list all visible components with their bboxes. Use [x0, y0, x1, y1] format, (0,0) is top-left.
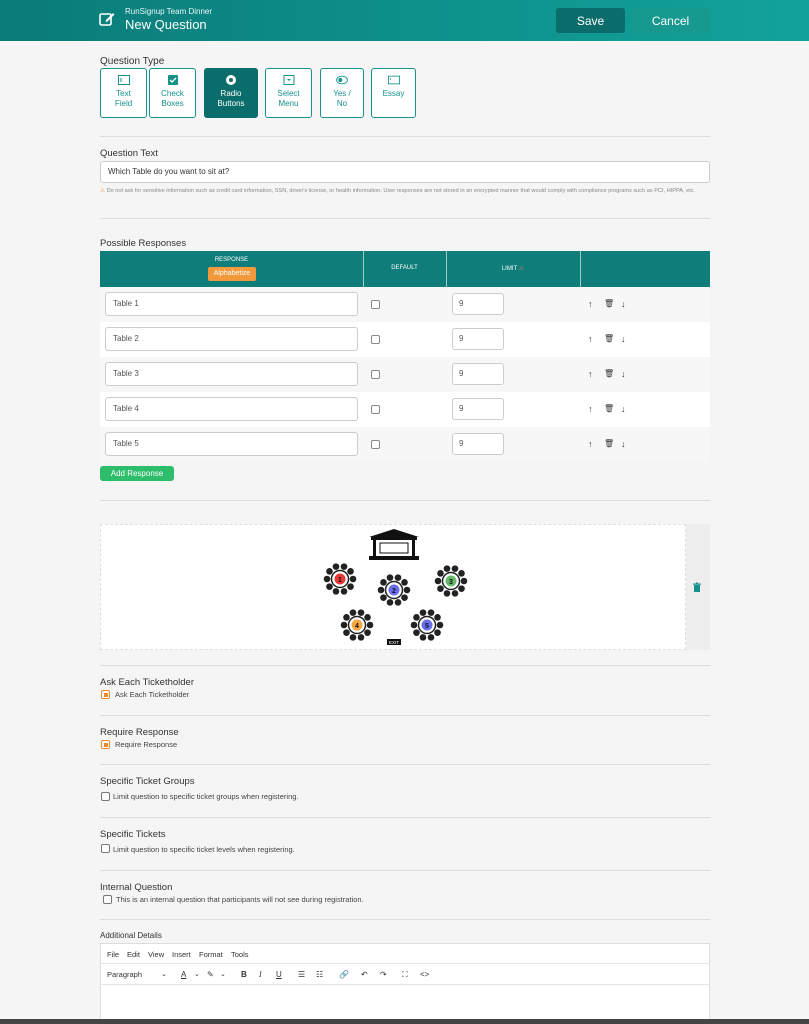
chair	[324, 576, 331, 583]
divider	[100, 817, 710, 818]
qtype-essay-button[interactable]	[371, 68, 416, 118]
checkbox-icon	[167, 75, 179, 85]
menu-edit[interactable]: Edit	[127, 950, 140, 959]
divider	[100, 919, 710, 920]
menu-format[interactable]: Format	[199, 950, 223, 959]
col-limit	[446, 251, 580, 287]
chair	[358, 609, 365, 616]
table-1	[324, 563, 357, 594]
internal-title: Internal Question	[100, 882, 173, 893]
possible-responses-label: Possible Responses	[100, 238, 187, 249]
chair	[341, 563, 348, 570]
table-number: 4	[355, 622, 359, 630]
chair	[326, 583, 333, 590]
chair	[428, 634, 435, 641]
chair	[380, 594, 387, 601]
ticket-groups-label: Limit question to specific ticket groups when registering.	[113, 792, 299, 801]
table-5	[411, 609, 444, 640]
chair	[437, 622, 444, 629]
chair	[387, 574, 394, 581]
divider	[100, 870, 710, 871]
chair	[452, 590, 459, 597]
event-name: RunSignup Team Dinner	[125, 7, 213, 16]
chair	[437, 585, 444, 592]
chair	[364, 629, 371, 636]
select-menu-icon	[283, 75, 295, 85]
require-response-label: Require Response	[115, 740, 178, 749]
chair	[401, 594, 408, 601]
response-input[interactable]: Table 3	[105, 362, 358, 386]
ticket-groups-title: Specific Ticket Groups	[100, 776, 195, 787]
table-4	[341, 609, 374, 640]
warning-text: Do not ask for sensitive information such as credit card information, SSN, driver's license, or health information. User responses are not stored in an encrypted manner that would comply with compliance programs such as PCI, HIPPA, etc.	[106, 188, 696, 194]
chair	[341, 588, 348, 595]
response-input[interactable]: Table 1	[105, 292, 358, 316]
qtype-label-2: Field	[114, 99, 133, 108]
essay-icon	[388, 75, 400, 85]
table-number: 5	[425, 622, 429, 630]
chair	[347, 568, 354, 575]
chair	[364, 614, 371, 621]
col-limit-label: LIMIT	[501, 266, 518, 272]
qtype-yes-no-button[interactable]	[320, 68, 364, 118]
require-response-checkbox[interactable]	[101, 740, 110, 749]
tickets-label: Limit question to specific ticket levels when registering.	[113, 845, 295, 854]
internal-label: This is an internal question that participants will not see during registration.	[116, 895, 364, 904]
ask-each-title: Ask Each Ticketholder	[100, 677, 194, 688]
chair	[343, 614, 350, 621]
trash-icon[interactable]: 🗑	[604, 299, 615, 308]
block-format-select[interactable]: Paragraph	[107, 970, 143, 979]
seating-map-drawing	[101, 525, 687, 651]
chair	[347, 583, 354, 590]
menu-view[interactable]: View	[148, 950, 165, 959]
default-checkbox[interactable]	[371, 335, 380, 344]
edit-icon	[99, 11, 115, 27]
table-number: 2	[392, 587, 396, 595]
chair	[452, 565, 459, 572]
app-header	[0, 0, 809, 41]
source-code-icon[interactable]: <>	[420, 970, 430, 979]
editor-toolbar	[101, 964, 709, 985]
qtype-label-2: Menu	[278, 99, 299, 108]
chair	[395, 574, 402, 581]
trash-icon[interactable]: 🗑	[604, 404, 615, 413]
qtype-label-2: No	[336, 99, 348, 108]
trash-icon[interactable]: 🗑	[604, 439, 615, 448]
chair	[428, 609, 435, 616]
divider	[100, 715, 710, 716]
move-down-icon[interactable]: ↓	[621, 404, 626, 414]
chair	[434, 629, 441, 636]
qtype-select-menu-button[interactable]	[265, 68, 312, 118]
chair	[404, 587, 411, 594]
col-default: DEFAULT	[391, 265, 418, 271]
fullscreen-icon[interactable]: ⛶	[402, 970, 408, 979]
response-input[interactable]: Table 4	[105, 397, 358, 421]
chevron-down-icon[interactable]: ⌄	[194, 971, 200, 978]
numbered-list-icon[interactable]: ☷	[316, 970, 324, 979]
exit-label: EXIT	[388, 640, 400, 645]
chair	[350, 609, 357, 616]
chair	[358, 634, 365, 641]
alphabetize-button[interactable]: Alphabetize	[208, 267, 256, 281]
divider	[100, 665, 710, 666]
chair	[444, 565, 451, 572]
chair	[435, 578, 442, 585]
move-down-icon[interactable]: ↓	[621, 439, 626, 449]
move-down-icon[interactable]: ↓	[621, 334, 626, 344]
radio-icon	[225, 75, 237, 85]
tickets-checkbox[interactable]	[101, 844, 110, 853]
ask-each-label: Ask Each Ticketholder	[115, 690, 190, 699]
response-row	[100, 357, 710, 392]
qtype-check-boxes-button[interactable]	[149, 68, 196, 118]
chair	[458, 570, 465, 577]
chevron-down-icon[interactable]: ⌄	[220, 971, 226, 978]
response-input[interactable]: Table 5	[105, 432, 358, 456]
limit-input[interactable]: 9	[452, 398, 504, 420]
add-response-button[interactable]: Add Response	[100, 466, 174, 481]
sensitive-info-warning	[100, 187, 712, 195]
chair	[367, 622, 374, 629]
limit-input[interactable]: 9	[452, 433, 504, 455]
qtype-label-1: Check	[161, 89, 184, 98]
qtype-radio-buttons-button[interactable]	[204, 68, 258, 118]
move-up-icon[interactable]: ↑	[588, 299, 593, 309]
text-field-icon	[118, 75, 130, 85]
col-response: RESPONSE	[214, 257, 249, 263]
response-row	[100, 392, 710, 427]
undo-icon[interactable]: ↶	[361, 970, 368, 979]
bottom-bar	[0, 1019, 809, 1024]
divider	[100, 764, 710, 765]
qtype-text-field-button[interactable]	[100, 68, 147, 118]
require-title: Require Response	[100, 727, 179, 738]
trash-icon[interactable]: 🗑	[604, 334, 615, 343]
default-checkbox[interactable]	[371, 370, 380, 379]
chair	[413, 614, 420, 621]
chair	[387, 599, 394, 606]
menu-insert[interactable]: Insert	[172, 950, 191, 959]
chair	[350, 576, 357, 583]
chair	[378, 587, 385, 594]
link-icon[interactable]: 🔗	[339, 970, 349, 979]
chair	[395, 599, 402, 606]
chair	[411, 622, 418, 629]
italic-icon[interactable]: I	[259, 970, 262, 979]
qtype-label-2: Boxes	[161, 99, 184, 108]
bullet-list-icon[interactable]: ☰	[298, 970, 306, 979]
table-number: 3	[449, 578, 453, 586]
chair	[420, 609, 427, 616]
internal-checkbox[interactable]	[103, 895, 112, 904]
menu-file[interactable]: File	[107, 950, 120, 959]
trash-icon[interactable]: 🗑	[604, 369, 615, 378]
chair	[434, 614, 441, 621]
default-checkbox[interactable]	[371, 300, 380, 309]
menu-tools[interactable]: Tools	[231, 950, 249, 959]
response-row	[100, 427, 710, 462]
chevron-down-icon[interactable]: ⌄	[161, 971, 167, 978]
move-down-icon[interactable]: ↓	[621, 369, 626, 379]
chair	[380, 579, 387, 586]
editor-menu-bar	[101, 944, 709, 964]
warning-icon: ⚠	[518, 266, 525, 272]
qtype-label-1: Essay	[382, 89, 405, 98]
move-up-icon[interactable]: ↑	[588, 404, 593, 414]
chair	[401, 579, 408, 586]
qtype-label-1: Radio	[220, 89, 242, 98]
highlight-color-icon[interactable]: ✎	[207, 970, 214, 979]
save-button[interactable]: Save	[556, 8, 625, 33]
chair	[420, 634, 427, 641]
question-text-label: Question Text	[100, 148, 158, 159]
table-3	[435, 565, 468, 596]
divider	[100, 218, 710, 219]
chair	[326, 568, 333, 575]
chair	[350, 634, 357, 641]
rich-text-editor	[100, 943, 710, 1024]
default-checkbox[interactable]	[371, 440, 380, 449]
question-type-label: Question Type	[100, 56, 165, 67]
chair	[458, 585, 465, 592]
chair	[413, 629, 420, 636]
qtype-label-1: Select	[277, 89, 300, 98]
tables-group	[324, 563, 468, 640]
cancel-button[interactable]: Cancel	[631, 8, 710, 33]
response-row	[100, 322, 710, 357]
limit-input[interactable]: 9	[452, 293, 504, 315]
qtype-label-1: Text	[116, 89, 131, 98]
chair	[461, 578, 468, 585]
move-down-icon[interactable]: ↓	[621, 299, 626, 309]
default-checkbox[interactable]	[371, 405, 380, 414]
limit-input[interactable]: 9	[452, 363, 504, 385]
additional-details-label: Additional Details	[100, 931, 162, 940]
qtype-label-1: Yes /	[333, 89, 351, 98]
text-color-icon[interactable]: A	[181, 970, 187, 979]
chair	[437, 570, 444, 577]
page-title: New Question	[125, 17, 207, 32]
chair	[444, 590, 451, 597]
ticket-groups-checkbox[interactable]	[101, 792, 110, 801]
move-up-icon[interactable]: ↑	[588, 334, 593, 344]
delete-image-icon[interactable]	[692, 582, 702, 592]
table-number: 1	[338, 576, 342, 584]
stage-icon	[369, 529, 419, 560]
column-divider	[580, 251, 581, 287]
responses-table-header	[100, 251, 710, 287]
qtype-label-2: Buttons	[217, 99, 245, 108]
tickets-title: Specific Tickets	[100, 829, 166, 840]
chair	[341, 622, 348, 629]
warning-icon: ⚠	[100, 188, 106, 194]
ask-each-checkbox[interactable]	[101, 690, 110, 699]
move-up-icon[interactable]: ↑	[588, 439, 593, 449]
response-row	[100, 287, 710, 322]
response-input[interactable]: Table 2	[105, 327, 358, 351]
chair	[333, 563, 340, 570]
divider	[100, 136, 710, 137]
seating-map-image	[100, 524, 686, 650]
move-up-icon[interactable]: ↑	[588, 369, 593, 379]
table-2	[378, 574, 411, 605]
toggle-icon	[336, 75, 348, 85]
question-text-input[interactable]: Which Table do you want to sit at?	[100, 161, 710, 183]
chair	[333, 588, 340, 595]
redo-icon[interactable]: ↷	[380, 970, 387, 979]
limit-input[interactable]: 9	[452, 328, 504, 350]
bold-icon[interactable]: B	[241, 970, 247, 979]
divider	[100, 500, 710, 501]
underline-icon[interactable]: U	[276, 970, 282, 979]
chair	[343, 629, 350, 636]
